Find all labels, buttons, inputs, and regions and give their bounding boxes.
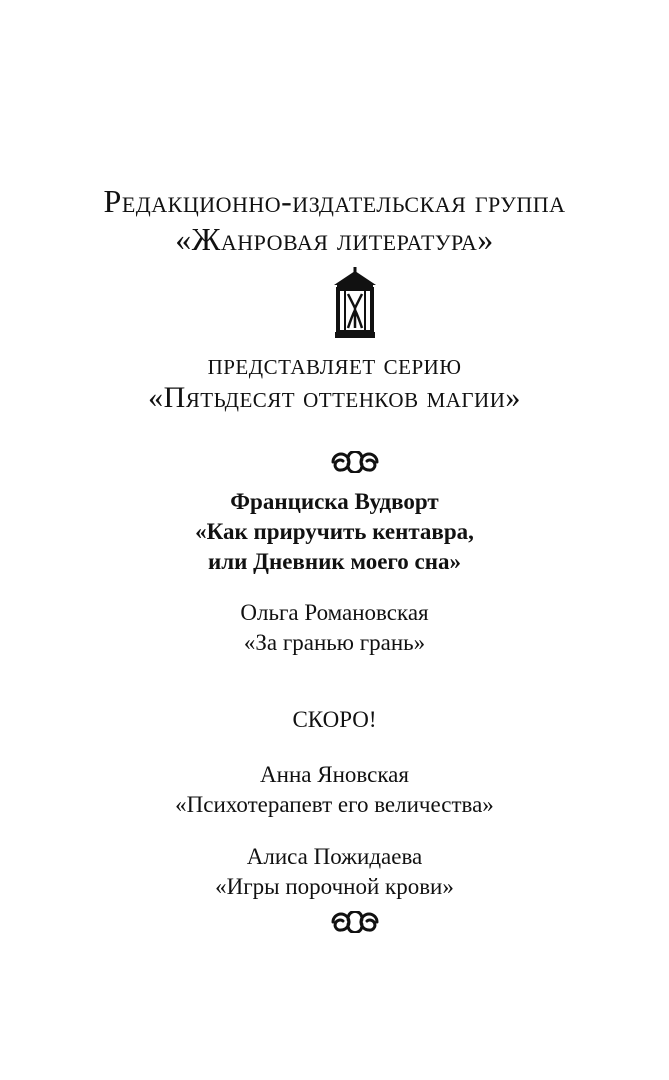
series-title: «Пятьдесят оттенков магии» xyxy=(148,381,521,414)
upcoming-book-author: Анна Яновская xyxy=(260,762,409,787)
upcoming-book-title: «Психотерапевт его величества» xyxy=(175,792,494,817)
publisher-group-name: Редакционно-издательская группа xyxy=(103,183,566,219)
book-author: Ольга Романовская xyxy=(240,600,429,625)
series-intro: представляет серию xyxy=(207,348,462,381)
book-title: «За гранью грань» xyxy=(243,630,426,655)
book-title: «Как приручить кентавра, xyxy=(195,519,474,544)
book-title-continued: или Дневник моего сна» xyxy=(207,549,462,574)
publisher-imprint-name: «Жанровая литература» xyxy=(175,221,494,257)
upcoming-book-title: «Игры порочной крови» xyxy=(215,874,454,899)
upcoming-book-author: Алиса Пожидаева xyxy=(246,844,423,869)
swirl-ornament-icon xyxy=(330,451,380,473)
lantern-icon xyxy=(330,266,380,340)
coming-soon-label: СКОРО! xyxy=(292,707,377,732)
swirl-ornament-icon xyxy=(330,911,380,933)
book-author: Франциска Вудворт xyxy=(230,489,439,514)
